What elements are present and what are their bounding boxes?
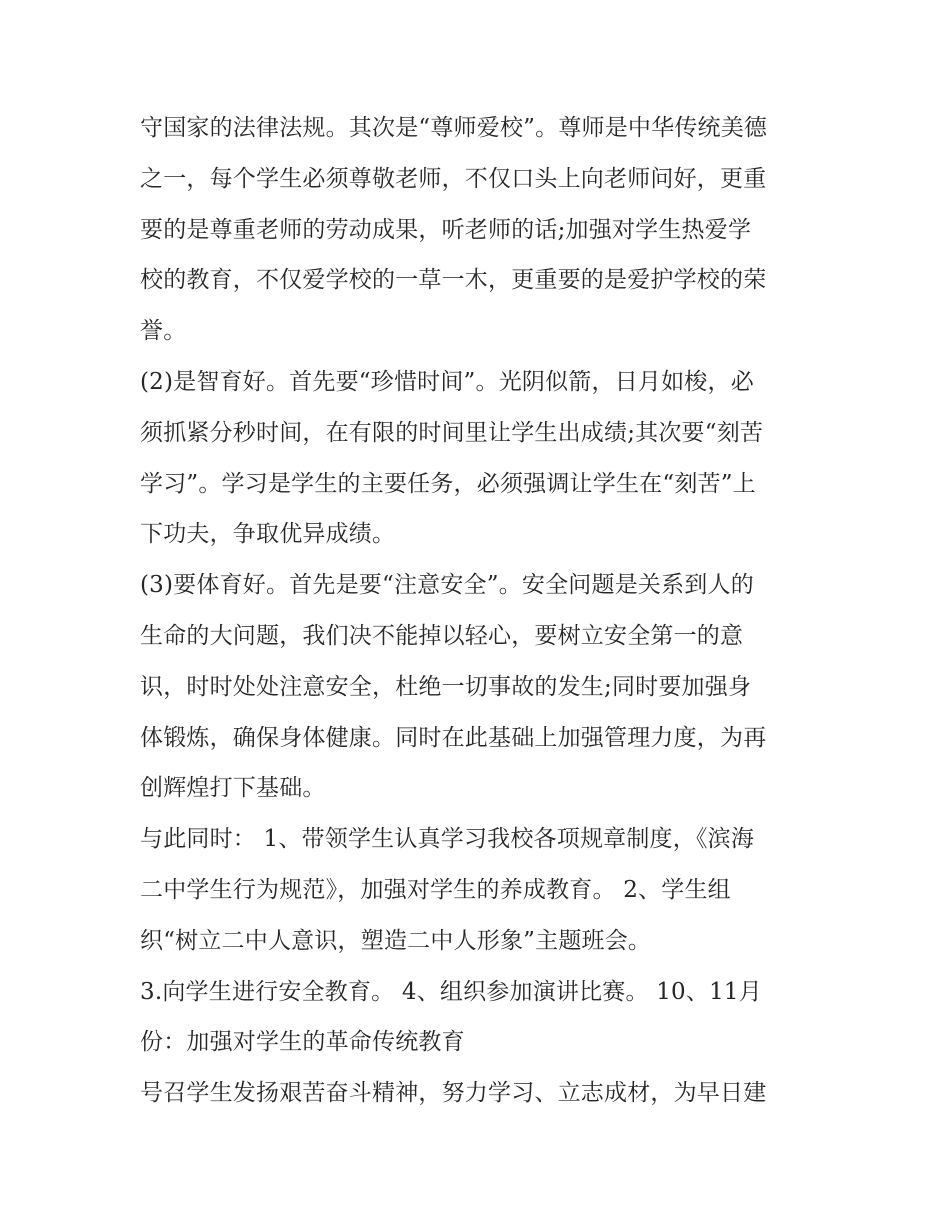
text-line: 须抓紧分秒时间，在有限的时间里让学生出成绩;其次要“刻苦 [140,419,764,446]
text-line: 学习”。学习是学生的主要任务，必须强调让学生在“刻苦”上 [140,470,756,497]
text-line: 体锻炼，确保身体健康。同时在此基础上加强管理力度，为再 [140,724,767,751]
text-line: 生命的大问题，我们决不能掉以轻心，要树立安全第一的意 [140,622,744,649]
text-line: 与此同时： 1、带领学生认真学习我校各项规章制度，《滨海 [140,826,755,853]
text-line: 份：加强对学生的革命传统教育 [140,1029,465,1056]
text-line: 誉。 [140,318,187,345]
text-line: 之一，每个学生必须尊敬老师，不仅口头上向老师问好，更重 [140,165,767,192]
text-line: 织“树立二中人意识，塑造二中人形象”主题班会。 [140,927,652,954]
text-line: 下功夫，争取优异成绩。 [140,521,396,548]
text-line: 二中学生行为规范》，加强对学生的养成教育。 2、学生组 [140,876,731,903]
text-line: (2)是智育好。首先要“珍惜时间”。光阴似箭，日月如梭，必 [140,368,754,395]
text-line: 创辉煌打下基础。 [140,775,326,802]
text-line: 守国家的法律法规。其次是“尊师爱校”。尊师是中华传统美德 [140,115,768,141]
text-line: (3)要体育好。首先是要“注意安全”。安全问题是关系到人的 [140,572,754,599]
text-line: 号召学生发扬艰苦奋斗精神，努力学习、立志成材，为早日建 [140,1080,767,1107]
text-line: 识，时时处处注意安全，杜绝一切事故的发生;同时要加强身 [140,673,752,700]
text-line: 要的是尊重老师的劳动成果，听老师的话;加强对学生热爱学 [140,216,752,243]
text-line: 校的教育，不仅爱学校的一草一木，更重要的是爱护学校的荣 [140,267,767,294]
text-line: 3.向学生进行安全教育。 4、组织参加演讲比赛。 10、11月 [140,978,762,1005]
document-body [140,103,820,1119]
